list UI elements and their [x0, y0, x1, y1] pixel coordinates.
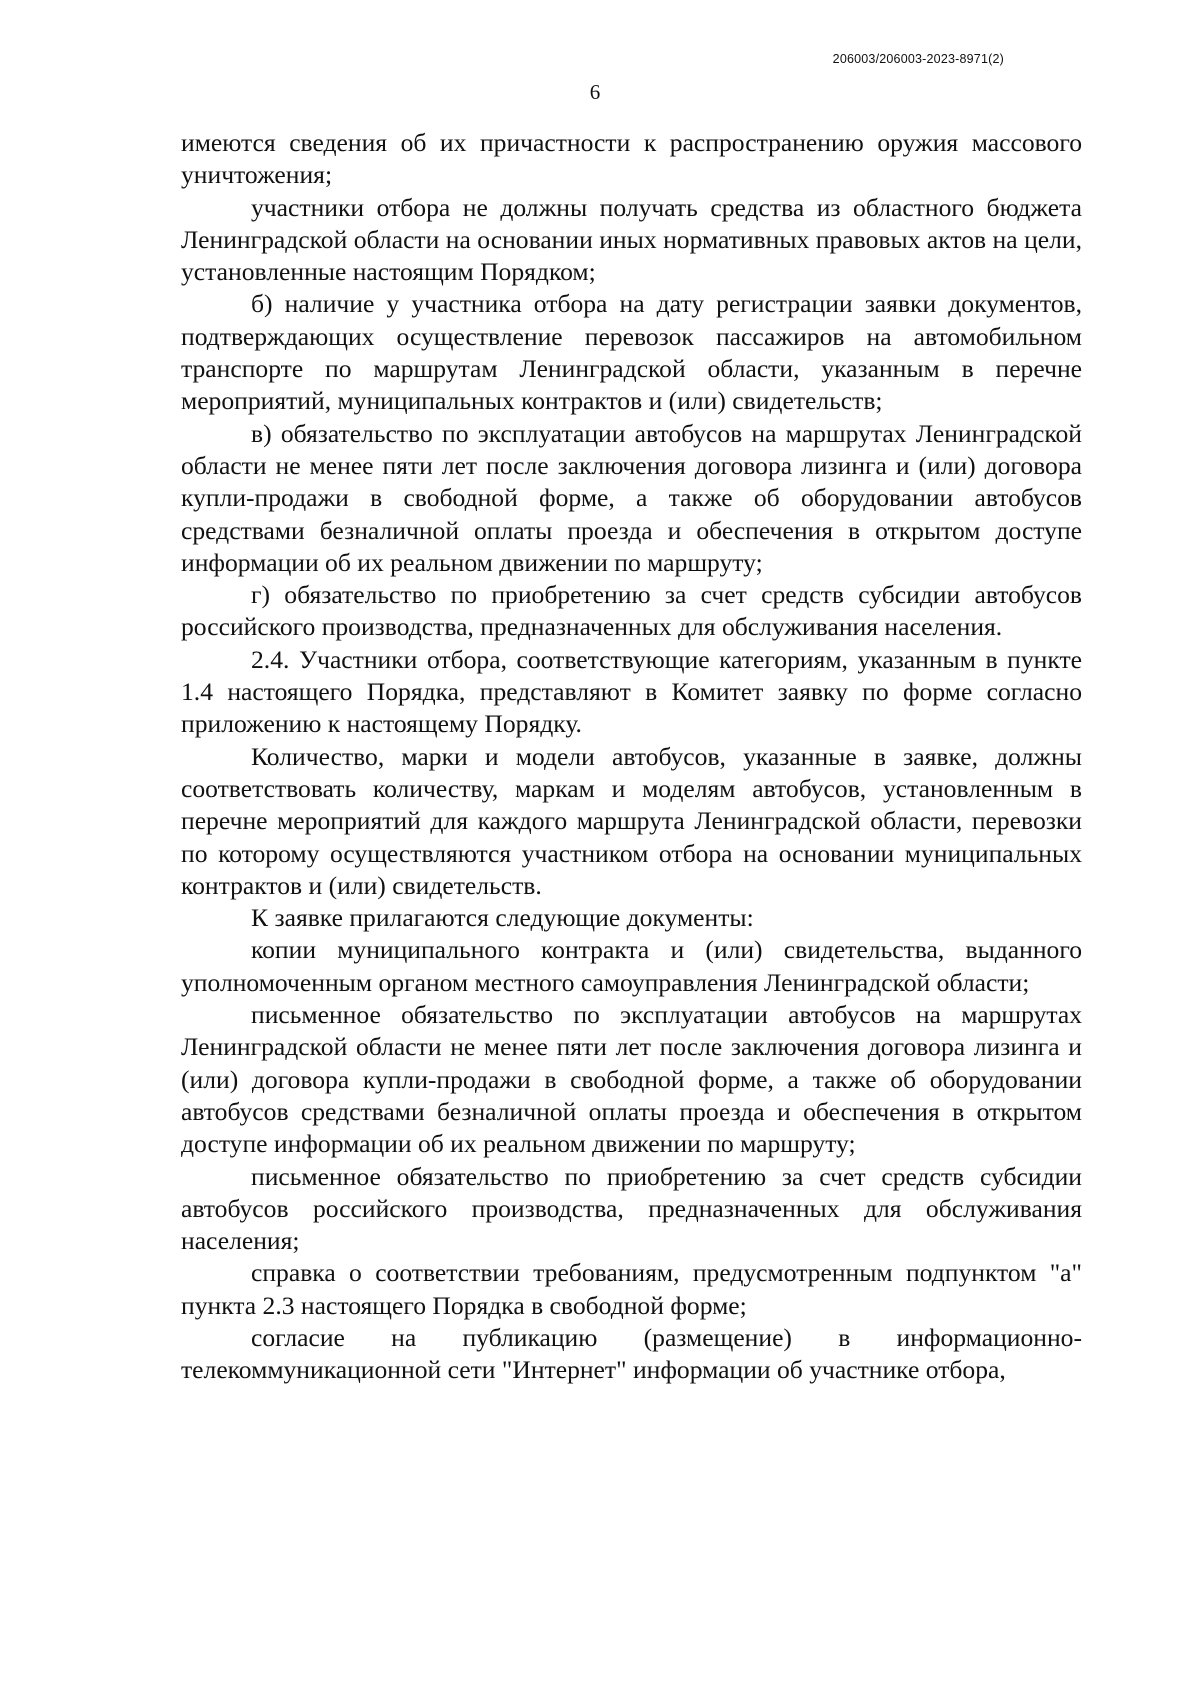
paragraph-attachment-contract: копии муниципального контракта и (или) свидетельства, выданного уполномоченным органом местного самоуправления Ленинградской области; — [181, 935, 1082, 997]
paragraph-attachment-certificate: справка о соответствии требованиям, предусмотренным подпунктом "а" пункта 2.3 настоящего Порядка в свободной форме; — [181, 1258, 1082, 1320]
paragraph-continuation: имеются сведения об их причастности к распространению оружия массового уничтожения; — [181, 128, 1082, 190]
document-body — [181, 127, 1082, 1387]
paragraph-attachment-operation: письменное обязательство по эксплуатации автобусов на маршрутах Ленинградской области не менее пяти лет после заключения договора лизинга и (или) договора купли-продажи в свободной форме, а также об оборудовании автобусов средствами безналичной оплаты проезда и обеспечения в открытом доступе информации об их реальном движении по маршруту; — [181, 1000, 1082, 1159]
paragraph-attachment-consent: согласие на публикацию (размещение) в информационно-телекоммуникационной сети "Интернет" информации об участнике отбора, — [181, 1322, 1082, 1385]
page-number: 6 — [589, 80, 601, 104]
paragraph-section-2-4: 2.4. Участники отбора, соответствующие категориям, указанным в пункте 1.4 настоящего Порядка, представляют в Комитет заявку по форме согласно приложению к настоящему Порядку. — [181, 644, 1082, 739]
paragraph-attachments-intro: К заявке прилагаются следующие документы: — [251, 903, 754, 933]
paragraph-item-b: б) наличие у участника отбора на дату регистрации заявки документов, подтверждающих осуществление перевозок пассажиров на автомобильном транспорте по маршрутам Ленинградской области, указанным в перечне мероприятий, муниципальных контрактов и (или) свидетельств; — [181, 289, 1082, 416]
paragraph-budget-restriction: участники отбора не должны получать средства из областного бюджета Ленинградской области на основании иных нормативных правовых актов на цели, установленные настоящим Порядком; — [181, 192, 1082, 287]
paragraph-attachment-purchase: письменное обязательство по приобретению за счет средств субсидии автобусов российского производства, предназначенных для обслуживания населения; — [181, 1161, 1082, 1256]
paragraph-bus-quantity: Количество, марки и модели автобусов, указанные в заявке, должны соответствовать количеству, маркам и моделям автобусов, установленным в перечне мероприятий для каждого маршрута Ленинградской области, перевозки по которому осуществляются участником отбора на основании муниципальных контрактов и (или) свидетельств. — [181, 741, 1082, 900]
paragraph-item-g: г) обязательство по приобретению за счет средств субсидии автобусов российского производства, предназначенных для обслуживания населения. — [181, 580, 1082, 642]
paragraph-item-v: в) обязательство по эксплуатации автобусов на маршрутах Ленинградской области не менее пяти лет после заключения договора лизинга и (или) договора купли-продажи в свободной форме, а также об оборудовании автобусов средствами безналичной оплаты проезда и обеспечения в открытом доступе информации об их реальном движении по маршруту; — [181, 418, 1082, 577]
document-id: 206003/206003-2023-8971(2) — [832, 52, 1004, 66]
